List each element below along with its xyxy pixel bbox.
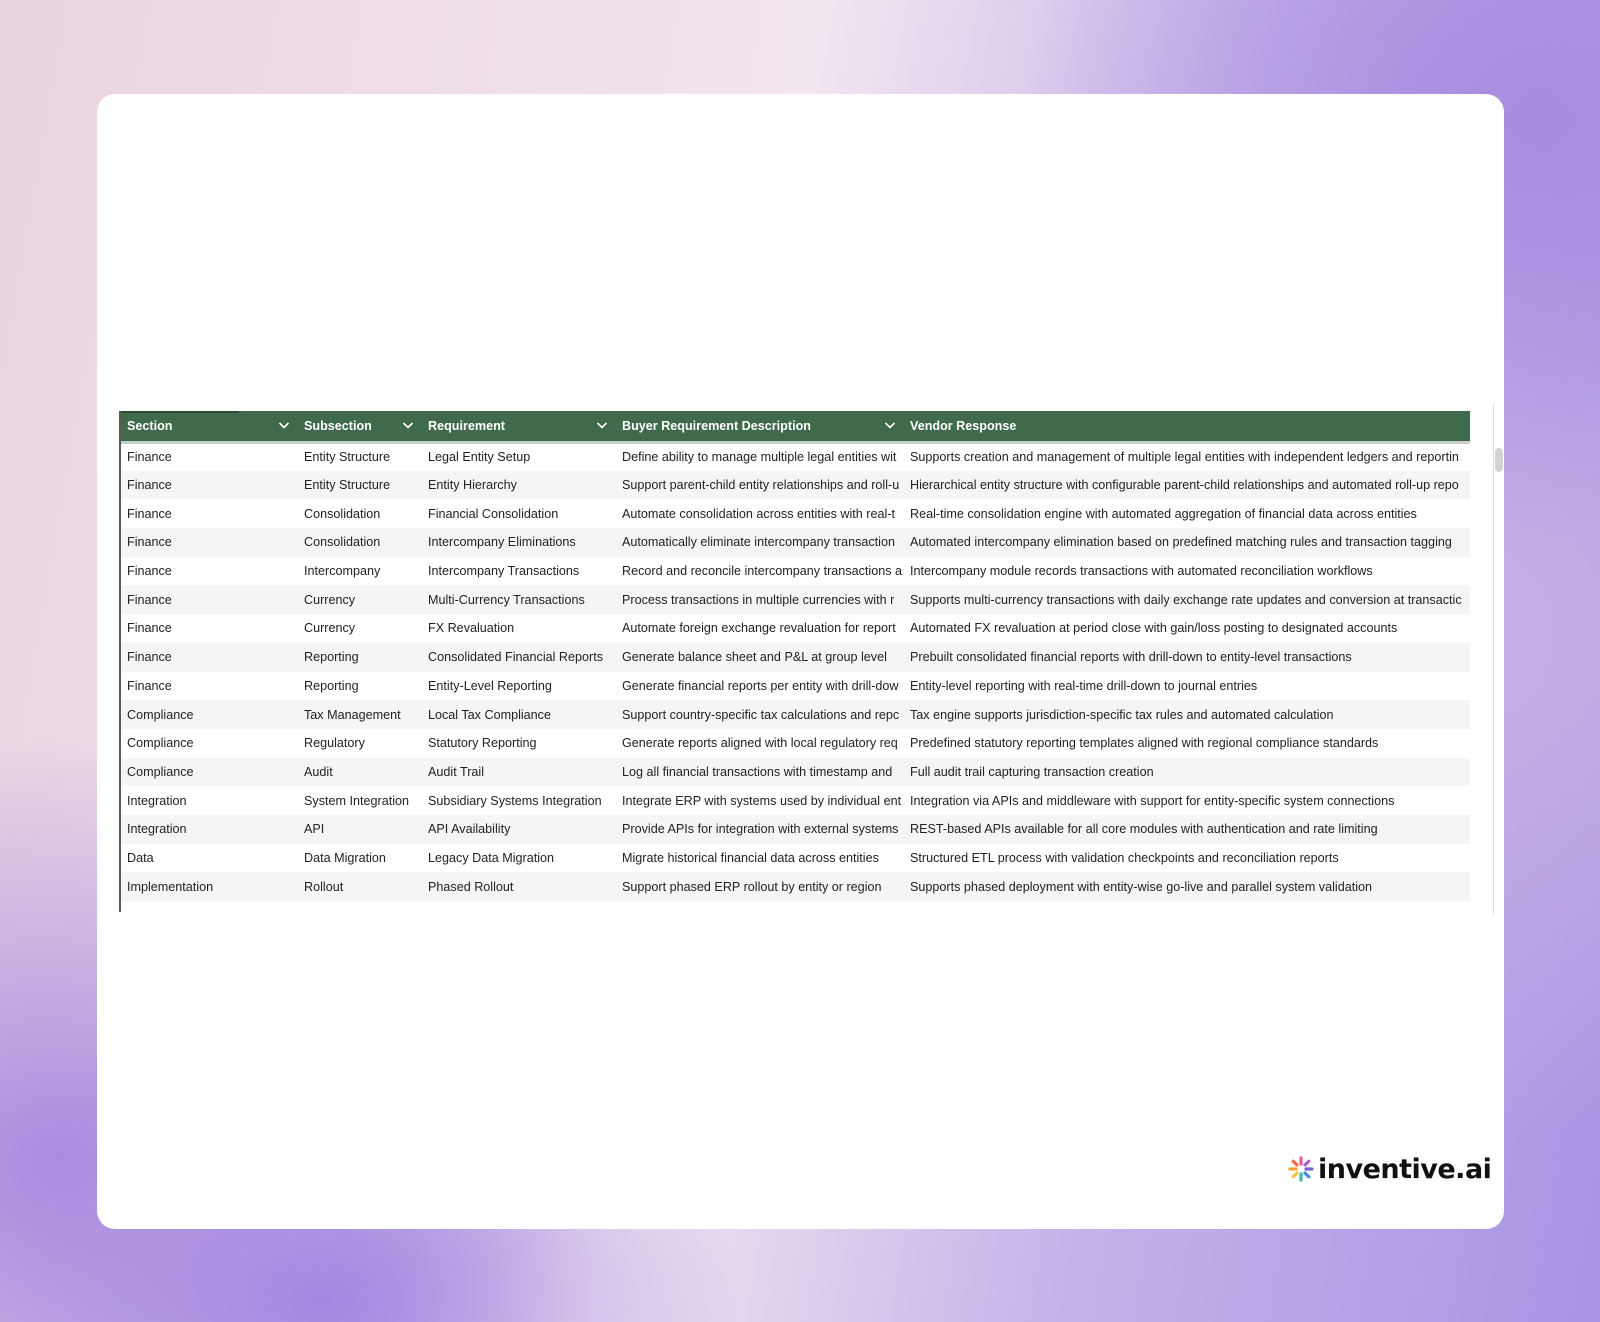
brand-logo <box>1287 1149 1491 1189</box>
cell-description[interactable]: Generate reports aligned with local regulatory req <box>622 736 898 751</box>
cell-description[interactable]: Define ability to manage multiple legal entities wit <box>622 450 897 465</box>
cell-description[interactable]: Provide APIs for integration with external systems <box>616 815 904 844</box>
cell-response[interactable]: Automated intercompany elimination based on predefined matching rules and transaction tagging <box>904 528 1470 557</box>
cell-description[interactable]: Support country-specific tax calculations and repc <box>616 700 904 729</box>
table-row[interactable] <box>121 614 1470 643</box>
cell-subsection[interactable]: Consolidation <box>304 506 381 521</box>
table-row[interactable] <box>121 872 1470 901</box>
table-header-row <box>121 411 1470 442</box>
cell-description[interactable]: Process transactions in multiple currencies with r <box>616 585 904 614</box>
cell-requirement[interactable]: Entity Hierarchy <box>422 471 616 500</box>
column-header-vendor-response[interactable] <box>904 411 1470 442</box>
column-header-label: Subsection <box>304 419 372 434</box>
cell-section[interactable]: Finance <box>127 506 172 521</box>
cell-section[interactable]: Data <box>127 850 154 865</box>
cell-description[interactable]: Record and reconcile intercompany transactions a <box>622 564 903 579</box>
table-row[interactable] <box>121 499 1470 528</box>
cell-subsection[interactable]: Reporting <box>304 678 359 693</box>
cell-response[interactable]: Real-time consolidation engine with automated aggregation of financial data across entities <box>910 506 1417 521</box>
table-row[interactable] <box>121 557 1470 586</box>
column-header-label: Requirement <box>428 419 505 434</box>
cell-section[interactable]: Implementation <box>121 872 298 901</box>
chevron-down-icon[interactable] <box>884 421 896 430</box>
cell-requirement[interactable]: Legacy Data Migration <box>428 850 555 865</box>
cell-description[interactable]: Integrate ERP with systems used by individual ent <box>622 793 902 808</box>
cell-section[interactable]: Finance <box>127 450 172 465</box>
scrollbar-track <box>1493 404 1494 914</box>
cell-section[interactable]: Integration <box>127 793 187 808</box>
cell-response[interactable]: Entity-level reporting with real-time drill-down to journal entries <box>910 678 1258 693</box>
cell-response[interactable]: Supports phased deployment with entity-wise go-live and parallel system validation <box>904 872 1470 901</box>
cell-description[interactable]: Generate financial reports per entity with drill-dow <box>622 678 899 693</box>
table-row[interactable] <box>121 844 1470 873</box>
cell-requirement[interactable]: Legal Entity Setup <box>428 450 531 465</box>
cell-section[interactable]: Finance <box>121 643 298 672</box>
cell-section[interactable]: Finance <box>121 528 298 557</box>
table-body <box>121 442 1470 901</box>
cell-description[interactable]: Migrate historical financial data across entities <box>622 850 879 865</box>
cell-response[interactable]: Structured ETL process with validation checkpoints and reconciliation reports <box>910 850 1339 865</box>
cell-section[interactable]: Compliance <box>127 736 194 751</box>
table-row[interactable] <box>121 442 1470 471</box>
requirements-table <box>119 411 1480 912</box>
cell-description[interactable]: Support phased ERP rollout by entity or region <box>616 872 904 901</box>
cell-description[interactable]: Automate foreign exchange revaluation for report <box>622 621 896 636</box>
cell-response[interactable]: Supports multi-currency transactions with daily exchange rate updates and conversion at transactic <box>904 585 1470 614</box>
cell-subsection[interactable]: Tax Management <box>298 700 422 729</box>
logo-text: inventive.ai <box>1318 1153 1492 1185</box>
column-header-label: Vendor Response <box>910 419 1017 434</box>
cell-requirement[interactable]: Local Tax Compliance <box>422 700 616 729</box>
cell-requirement[interactable]: Multi-Currency Transactions <box>422 585 616 614</box>
cell-requirement[interactable]: Audit Trail <box>422 758 616 787</box>
cell-section[interactable]: Finance <box>127 678 172 693</box>
cell-subsection[interactable]: Rollout <box>298 872 422 901</box>
scrollbar-thumb[interactable] <box>1495 448 1503 472</box>
cell-section[interactable]: Finance <box>121 585 298 614</box>
cell-requirement[interactable]: Statutory Reporting <box>428 736 537 751</box>
cell-requirement[interactable]: Subsidiary Systems Integration <box>428 793 602 808</box>
table-scrollbar[interactable] <box>1493 444 1505 914</box>
cell-subsection[interactable]: System Integration <box>304 793 409 808</box>
cell-requirement[interactable]: Financial Consolidation <box>428 506 559 521</box>
column-header-buyer-description[interactable] <box>616 411 904 442</box>
cell-response[interactable]: Full audit trail capturing transaction creation <box>904 758 1470 787</box>
column-header-section[interactable] <box>121 411 298 442</box>
table-row[interactable] <box>121 758 1470 787</box>
cell-subsection[interactable]: Currency <box>298 585 422 614</box>
cell-section[interactable]: Finance <box>127 564 172 579</box>
cell-section[interactable]: Finance <box>127 621 172 636</box>
cell-subsection[interactable]: Regulatory <box>304 736 365 751</box>
table-row[interactable] <box>121 815 1470 844</box>
table-row[interactable] <box>121 672 1470 701</box>
cell-requirement[interactable]: FX Revaluation <box>428 621 515 636</box>
column-header-requirement[interactable] <box>422 411 616 442</box>
cell-response[interactable]: Automated FX revaluation at period close with gain/loss posting to designated accounts <box>910 621 1398 636</box>
cell-response[interactable]: Intercompany module records transactions with automated reconciliation workflows <box>910 564 1373 579</box>
cell-description[interactable]: Automate consolidation across entities with real-t <box>622 506 895 521</box>
cell-requirement[interactable]: Intercompany Transactions <box>428 564 580 579</box>
cell-subsection[interactable]: Reporting <box>298 643 422 672</box>
content-card <box>97 94 1504 1229</box>
chevron-down-icon[interactable] <box>596 421 608 430</box>
column-header-subsection[interactable] <box>298 411 422 442</box>
cell-requirement[interactable]: Intercompany Eliminations <box>422 528 616 557</box>
cell-section[interactable]: Compliance <box>121 700 298 729</box>
cell-requirement[interactable]: API Availability <box>422 815 616 844</box>
column-header-label: Section <box>127 419 173 434</box>
cell-description[interactable]: Support parent-child entity relationships and roll-u <box>616 471 904 500</box>
cell-response[interactable]: Hierarchical entity structure with configurable parent-child relationships and automated roll-up repo <box>904 471 1470 500</box>
cell-response[interactable]: Supports creation and management of multiple legal entities with independent ledgers and reportin <box>910 450 1459 465</box>
chevron-down-icon[interactable] <box>278 421 290 430</box>
cell-requirement[interactable]: Consolidated Financial Reports <box>422 643 616 672</box>
cell-subsection[interactable]: Intercompany <box>304 564 381 579</box>
cell-description[interactable]: Generate balance sheet and P&L at group level <box>616 643 904 672</box>
cell-description[interactable]: Automatically eliminate intercompany transaction <box>616 528 904 557</box>
inventive-logo-icon <box>1287 1155 1315 1183</box>
table-row[interactable] <box>121 700 1470 729</box>
cell-response[interactable]: Predefined statutory reporting templates aligned with regional compliance standards <box>910 736 1379 751</box>
cell-subsection[interactable]: API <box>298 815 422 844</box>
table-row[interactable] <box>121 471 1470 500</box>
cell-description[interactable]: Log all financial transactions with timestamp and <box>616 758 904 787</box>
cell-subsection[interactable]: Entity Structure <box>304 450 391 465</box>
cell-requirement[interactable]: Phased Rollout <box>422 872 616 901</box>
cell-requirement[interactable]: Entity-Level Reporting <box>428 678 552 693</box>
cell-section[interactable]: Compliance <box>121 758 298 787</box>
table-row[interactable] <box>121 585 1470 614</box>
chevron-down-icon[interactable] <box>402 421 414 430</box>
cell-subsection[interactable]: Entity Structure <box>298 471 422 500</box>
cell-subsection[interactable]: Consolidation <box>298 528 422 557</box>
cell-subsection[interactable]: Currency <box>304 621 356 636</box>
cell-section[interactable]: Finance <box>121 471 298 500</box>
cell-subsection[interactable]: Audit <box>298 758 422 787</box>
table-row[interactable] <box>121 528 1470 557</box>
table-row[interactable] <box>121 786 1470 815</box>
table-row[interactable] <box>121 643 1470 672</box>
cell-subsection[interactable]: Data Migration <box>304 850 386 865</box>
table-row[interactable] <box>121 729 1470 758</box>
cell-response[interactable]: Integration via APIs and middleware with support for entity-specific system connections <box>910 793 1395 808</box>
cell-response[interactable]: REST-based APIs available for all core modules with authentication and rate limiting <box>904 815 1470 844</box>
column-header-label: Buyer Requirement Description <box>622 419 811 434</box>
cell-section[interactable]: Integration <box>121 815 298 844</box>
cell-response[interactable]: Prebuilt consolidated financial reports with drill-down to entity-level transactions <box>904 643 1470 672</box>
cell-response[interactable]: Tax engine supports jurisdiction-specific tax rules and automated calculation <box>904 700 1470 729</box>
